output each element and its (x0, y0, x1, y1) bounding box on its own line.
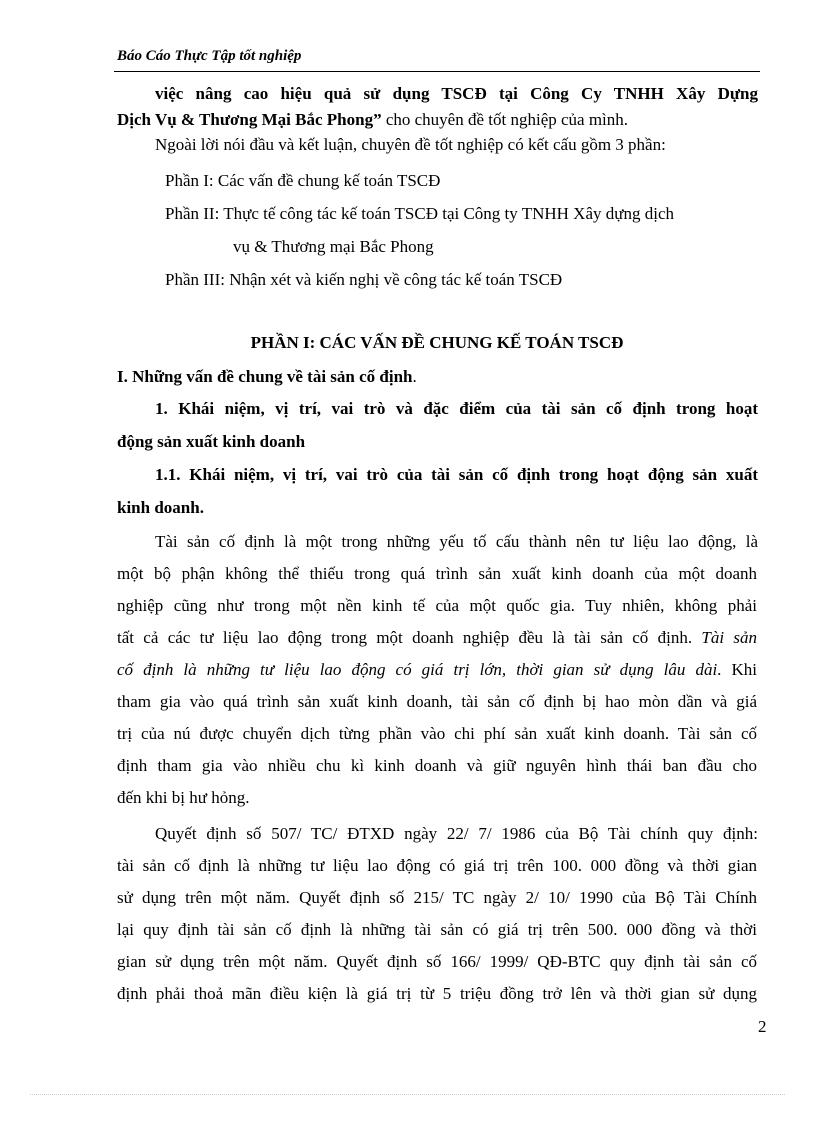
para2-line-3: sử dụng trên một năm. Quyết định số 215/ TC ngày 2/ 10/ 1990 của Bộ Tài Chính (117, 888, 757, 907)
intro-line-1: việc nâng cao hiệu quả sử dụng TSCĐ tại Công Cy TNHH Xây Dựng (155, 84, 758, 103)
para1-line-4 (117, 627, 757, 649)
outline-part-1: Phần I: Các vấn đề chung kế toán TSCĐ (165, 171, 441, 190)
para1-line-5-italic: cố định là những tư liệu lao động có giá trị lớn, thời gian sử dụng lâu dài (117, 660, 718, 679)
heading-level-1 (117, 366, 757, 388)
heading-level-2-line-2: động sản xuất kinh doanh (117, 432, 306, 451)
header-divider (114, 71, 760, 72)
heading-level-1-period: . (412, 367, 417, 386)
page-number: 2 (758, 1017, 767, 1036)
para1-line-3: nghiệp cũng như trong một nền kinh tế của một quốc gia. Tuy nhiên, không phải (117, 596, 757, 615)
heading-level-2-line-1: 1. Khái niệm, vị trí, vai trò và đặc điểm của tài sản cố định trong hoạt (155, 399, 758, 418)
report-header-title: Báo Cáo Thực Tập tốt nghiệp (117, 48, 302, 64)
heading-level-1-text: I. Những vấn đề chung về tài sản cố định (117, 367, 413, 386)
intro-line-2-bold: Dịch Vụ & Thương Mại Bắc Phong” (117, 110, 382, 129)
para1-line-4-text: tất cả các tư liệu lao động trong một doanh nghiệp đều là tài sản cố định. (117, 628, 702, 647)
para1-line-2: một bộ phận không thể thiếu trong quá trình sản xuất kinh doanh của một doanh (117, 564, 757, 583)
intro-line-2-rest: cho chuyên đề tốt nghiệp của mình. (381, 110, 629, 129)
heading-level-3-line-1: 1.1. Khái niệm, vị trí, vai trò của tài sản cố định trong hoạt động sản xuất (155, 465, 758, 484)
outline-part-3: Phần III: Nhận xét và kiến nghị về công tác kế toán TSCĐ (165, 270, 563, 289)
para2-line-5: gian sử dụng trên một năm. Quyết định số 166/ 1999/ QĐ-BTC quy định tài sản cố (117, 952, 757, 971)
para1-line-9: đến khi bị hư hỏng. (117, 788, 250, 807)
section-heading: PHẦN I: CÁC VẤN ĐỀ CHUNG KẾ TOÁN TSCĐ (250, 333, 624, 352)
para2-line-1: Quyết định số 507/ TC/ ĐTXD ngày 22/ 7/ 1986 của Bộ Tài chính quy định: (155, 824, 758, 843)
para1-line-1: Tài sản cố định là một trong những yếu tố cấu thành nên tư liệu lao động, là (155, 532, 758, 551)
intro-line-3: Ngoài lời nói đầu và kết luận, chuyên đề tốt nghiệp có kết cấu gồm 3 phần: (155, 135, 666, 154)
para2-line-4: lại quy định tài sản cố định là những tài sản có giá trị trên 500. 000 đồng và thời (117, 920, 757, 939)
heading-level-3-line-2: kinh doanh. (117, 498, 204, 517)
page-bottom-divider (30, 1094, 785, 1095)
para1-line-4-italic: Tài sản (701, 628, 757, 647)
para2-line-6: định phải thoả mãn điều kiện là giá trị từ 5 triệu đồng trở lên và thời gian sử dụng (117, 984, 757, 1003)
outline-part-2-line-1: Phần II: Thực tế công tác kế toán TSCĐ tại Công ty TNHH Xây dựng dịch (165, 204, 674, 223)
para2-line-2: tài sản cố định là những tư liệu lao động có giá trị trên 100. 000 đồng và thời gian (117, 856, 757, 875)
para1-line-7: trị của nú được chuyển dịch từng phần vào chi phí sản xuất kinh doanh. Tài sản cố (117, 724, 757, 743)
para1-line-5 (117, 659, 757, 681)
outline-part-2-line-2: vụ & Thương mại Bắc Phong (233, 237, 434, 256)
para1-line-5-text: . Khi (717, 660, 757, 679)
intro-line-2 (117, 109, 757, 131)
para1-line-6: tham gia vào quá trình sản xuất kinh doanh, tài sản cố định bị hao mòn dần và giá (117, 692, 757, 711)
para1-line-8: định tham gia vào nhiều chu kì kinh doanh và giữ nguyên hình thái ban đầu cho (117, 756, 757, 775)
